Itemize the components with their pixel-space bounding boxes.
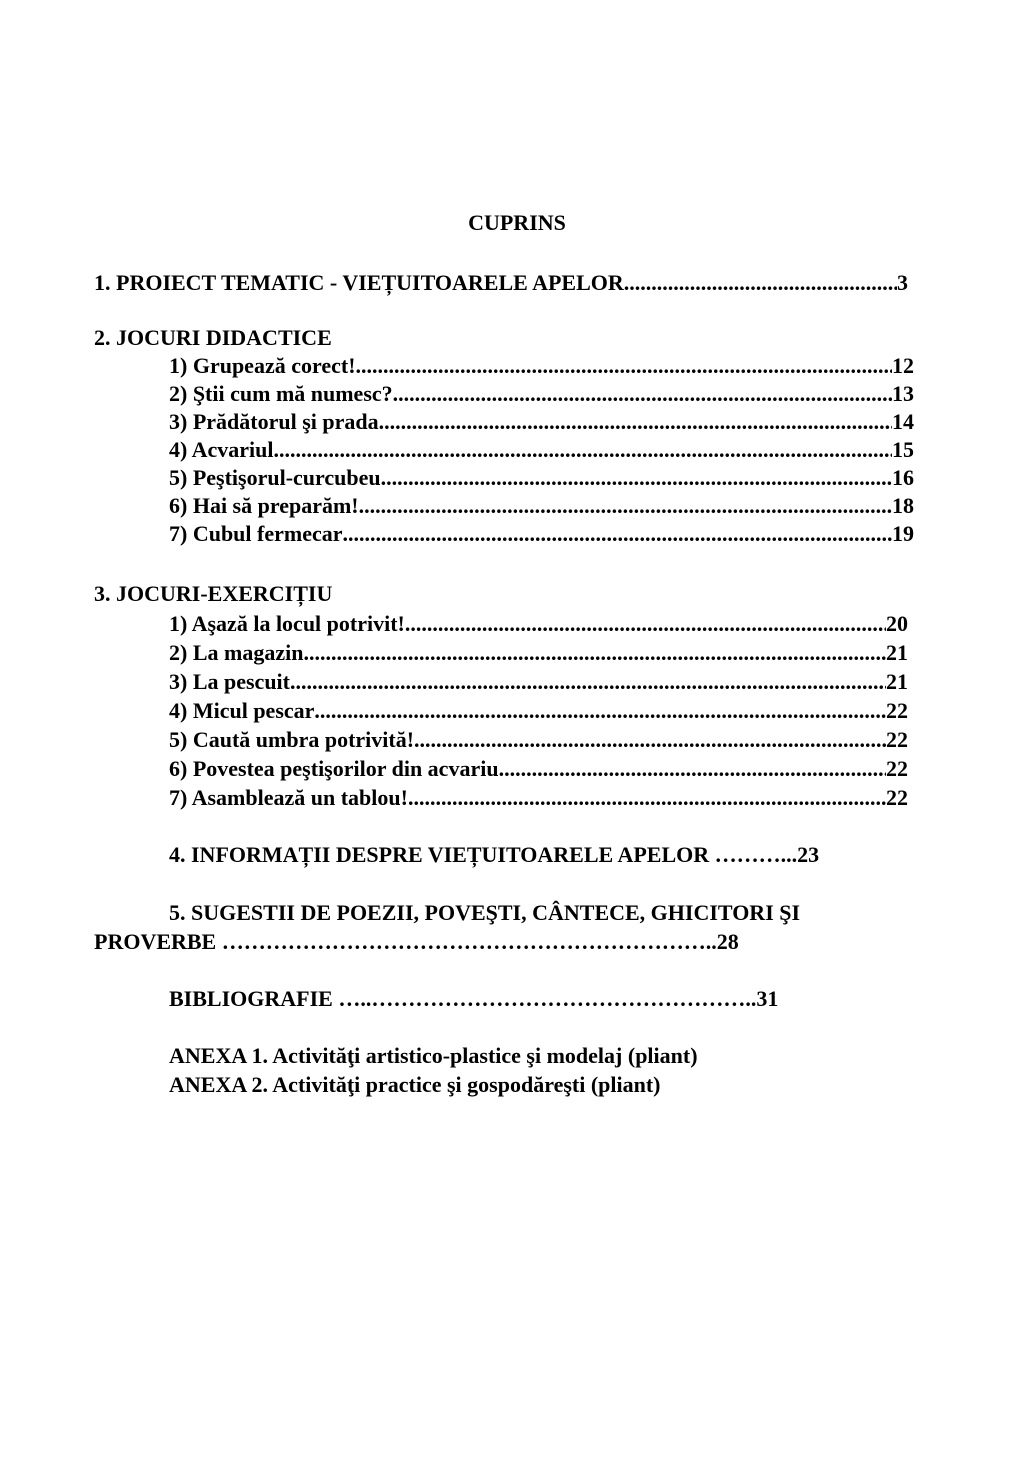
toc-entry-label: 4) Micul pescar <box>169 698 315 723</box>
section-heading-jocuri-didactice: 2. JOCURI DIDACTICE <box>94 325 332 350</box>
toc-leader-dots <box>303 640 886 666</box>
toc-entry[interactable] <box>169 756 908 782</box>
annex-2[interactable]: ANEXA 2. Activităţi practice şi gospodăreşti (pliant) <box>169 1072 661 1097</box>
toc-entry[interactable] <box>169 381 914 407</box>
toc-entry-page: 3 <box>897 270 908 295</box>
toc-entry-label: PROVERBE <box>94 929 217 954</box>
toc-leader-dots <box>290 669 886 695</box>
toc-entry[interactable] <box>169 640 908 666</box>
toc-entry[interactable] <box>169 521 914 547</box>
toc-entry-page: 12 <box>892 353 914 378</box>
page-title: CUPRINS <box>468 210 566 235</box>
toc-entry[interactable] <box>169 465 914 491</box>
toc-entry-label: 2) La magazin <box>169 640 304 665</box>
annex-1[interactable]: ANEXA 1. Activităţi artistico-plastice şi modelaj (pliant) <box>169 1043 698 1068</box>
toc-entry-section-4[interactable] <box>169 842 819 868</box>
toc-leader-dots <box>343 521 892 547</box>
toc-entry-page: 18 <box>892 493 914 518</box>
toc-entry-page: 20 <box>886 611 908 636</box>
toc-entry-label: 4. INFORMAȚII DESPRE VIEȚUITOARELE APELOR <box>169 842 710 867</box>
toc-leader-dots <box>414 727 886 753</box>
toc-entry[interactable] <box>169 409 914 435</box>
toc-entry-page: 21 <box>886 669 908 694</box>
toc-leader-dots <box>499 756 886 782</box>
toc-entry-page: ………...23 <box>714 842 820 867</box>
toc-entry[interactable] <box>169 353 914 379</box>
toc-entry-page: 19 <box>892 521 914 546</box>
toc-leader-dots <box>381 465 892 491</box>
section-heading-jocuri-exercitiu: 3. JOCURI-EXERCIȚIU <box>94 581 333 606</box>
toc-entry[interactable] <box>169 669 908 695</box>
toc-entry-section-5-line-2[interactable] <box>94 929 739 955</box>
toc-entry[interactable] <box>169 493 914 519</box>
toc-entry-section-1[interactable] <box>94 270 908 296</box>
toc-entry-label: 3) Prădătorul şi prada <box>169 409 379 434</box>
toc-entry-label: 7) Cubul fermecar <box>169 521 343 546</box>
toc-entry-label: 6) Povestea peştişorilor din acvariu <box>169 756 499 781</box>
toc-entry-label: 1. PROIECT TEMATIC - VIEȚUITOARELE APELOR <box>94 270 624 295</box>
toc-entry-page: 16 <box>892 465 914 490</box>
toc-leader-dots <box>379 409 892 435</box>
toc-entry-label: 1) Aşază la locul potrivit! <box>169 611 405 636</box>
toc-entry-label: 6) Hai să preparăm! <box>169 493 359 518</box>
toc-entry-page: …………………………………………………………..28 <box>221 929 739 954</box>
toc-leader-dots <box>405 611 886 637</box>
toc-entry[interactable] <box>169 727 908 753</box>
toc-entry-label: 2) Ştii cum mă numesc? <box>169 381 393 406</box>
toc-entry-label: 1) Grupează corect! <box>169 353 356 378</box>
toc-entry-page: 22 <box>886 727 908 752</box>
toc-entry-label: 7) Asamblează un tablou! <box>169 785 408 810</box>
toc-entry-page: 22 <box>886 785 908 810</box>
toc-entry[interactable] <box>169 785 908 811</box>
toc-entry-page: 15 <box>892 437 914 462</box>
toc-entry-page: 22 <box>886 698 908 723</box>
toc-entry-page: …..……………………………………………..31 <box>338 986 779 1011</box>
toc-leader-dots <box>408 785 886 811</box>
toc-entry-label: BIBLIOGRAFIE <box>169 986 333 1011</box>
toc-entry-bibliography[interactable] <box>169 986 778 1012</box>
toc-leader-dots <box>314 698 886 724</box>
toc-leader-dots <box>274 437 893 463</box>
toc-entry-section-5-line-1[interactable]: 5. SUGESTII DE POEZII, POVEŞTI, CÂNTECE, GHICITORI ŞI <box>169 900 801 925</box>
toc-entry[interactable] <box>169 698 908 724</box>
toc-entry-page: 21 <box>886 640 908 665</box>
toc-entry[interactable] <box>169 611 908 637</box>
toc-leader-dots <box>393 381 892 407</box>
toc-entry-label: 5) Peştişorul-curcubeu <box>169 465 381 490</box>
toc-leader-dots <box>359 493 892 519</box>
toc-entry-page: 22 <box>886 756 908 781</box>
toc-leader-dots <box>624 270 897 296</box>
toc-entry-page: 13 <box>892 381 914 406</box>
toc-entry-label: 5) Caută umbra potrivită! <box>169 727 415 752</box>
toc-entry-label: 3) La pescuit <box>169 669 290 694</box>
toc-leader-dots <box>356 353 892 379</box>
toc-entry[interactable] <box>169 437 914 463</box>
toc-entry-page: 14 <box>892 409 914 434</box>
toc-entry-label: 4) Acvariul <box>169 437 274 462</box>
